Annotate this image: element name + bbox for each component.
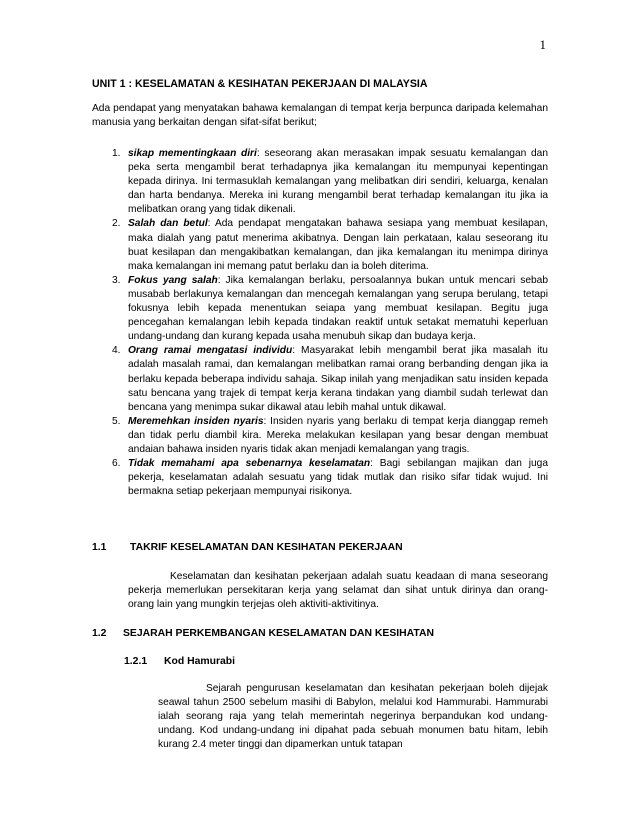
section-heading-1-1: [92, 541, 403, 555]
page-number: 1: [539, 37, 546, 52]
list-item-number: 4.: [112, 345, 121, 357]
list-item-term: sikap mementingkaan diri: [128, 148, 257, 159]
section-heading-1-2-1: [124, 655, 235, 669]
section-number: 1.2: [92, 628, 107, 639]
section-1-2-1-body: Sejarah pengurusan keselamatan dan kesihatan pekerjaan boleh dijejak seawal tahun 2500 sebelum masihi di Babylon, melalui kod Hammurabi. Hammurabi ialah seorang raja yang telah memerintah negerinya berpandukan kod undang-undang. Kod undang-undang ini dipahat pada sebuah monumen batu hitam, lebih kurang 2.4 meter tinggi dan dipamerkan untuk tatapan: [158, 683, 548, 751]
list-item-number: 2.: [112, 218, 121, 230]
list-item: [92, 344, 548, 414]
list-item-text: : Masyarakat lebih mengambil berat jika masalah itu adalah masalah ramai, dan kemalangan melibatkan ramai orang berbanding dengan jika ia berlaku kepada beberapa individu sahaja. Sikap inilah yang menjadikan satu insiden kepada satu bencana yang trajek di tempat kerja kerana tindakan yang diambil sudah terlewat dan bencana yang menimpa sukar dikawal atau lebih mahal untuk dikawal.: [128, 345, 548, 413]
traits-list: [92, 147, 548, 499]
list-item-term: Meremehkan insiden nyaris: [128, 415, 264, 427]
list-item-text: : Insiden nyaris yang berlaku di tempat kerja dianggap remeh dan tidak perlu diambil kira. Mereka melakukan kesilapan yang besar dengan membuat andaian bahawa insiden nyaris tidak akan menjadi kemalangan yang tragis.: [128, 415, 548, 455]
list-item-number: 1.: [112, 148, 121, 159]
list-item-term: Orang ramai mengatasi individu: [128, 345, 293, 357]
list-item-number: 5.: [112, 415, 121, 427]
subsection-title: Kod Hamurabi: [164, 656, 236, 667]
list-item-text: : Jika kemalangan berlaku, persoalannya bukan untuk mencari sebab musabab berlakunya kemalangan dan mencegah kemalangan yang serupa berulang, tetapi fokusnya lebih kepada menentukan seiapa yang membuat kesilapan. Begitu juga pencegahan kemalangan lebih kepada tindakan reaktif untuk setakat mematuhi keperluan undang-undang dan kurang kepada usaha menubuh sikap dan budaya kerja.: [128, 274, 548, 343]
list-item-text: : Ada pendapat mengatakan bahawa sesiapa yang membuat kesilapan, maka dialah yang patut menerima akibatnya. Dengan lain perkataan, kalau seseorang itu buat kesilapan dan mengakibatkan kemalangan, dan jika kemalangan itu menimpa dirinya maka kemalangan ini memang patut berlaku dan ia boleh diterima.: [128, 218, 548, 272]
list-item-term: Tidak memahami apa sebenarnya keselamatan: [128, 458, 371, 470]
list-item: [92, 274, 548, 344]
list-item-number: 3.: [112, 274, 121, 286]
list-item: [92, 457, 548, 499]
unit-title: UNIT 1 : KESELAMATAN & KESIHATAN PEKERJAAN DI MALAYSIA: [92, 78, 428, 90]
section-1-1-body: Keselamatan dan kesihatan pekerjaan adalah suatu keadaan di mana seseorang pekerja memerlukan persekitaran kerja yang selamat dan sihat untuk dirinya dan orang-orang lain yang mungkin terjejas oleh aktiviti-aktivitinya.: [128, 571, 548, 611]
list-item-term: Salah dan betul: [128, 218, 208, 230]
list-item: [92, 147, 548, 217]
list-item: [92, 415, 548, 457]
list-item-number: 6.: [112, 458, 121, 470]
subsection-number: 1.2.1: [124, 656, 148, 667]
list-item-text: : seseorang akan merasakan impak sesuatu kemalangan dan peka serta mengambil berat terhadapnya jika kemalangan itu mempunyai kepentingan kepada dirinya. Ini termasuklah kemalangan yang melibatkan diri sendiri, keluarga, kenalan dan harta bendanya. Mereka ini kurang mengambil berat terhadap kemalangan itu jika ia melibatkan orang yang tidak dikenali.: [128, 148, 548, 216]
list-item: [92, 217, 548, 273]
intro-paragraph: Ada pendapat yang menyatakan bahawa kemalangan di tempat kerja berpunca daripada kelemahan manusia yang berkaitan dengan sifat-sifat berikut;: [92, 103, 548, 129]
section-number: 1.1: [92, 542, 107, 553]
list-item-term: Fokus yang salah: [128, 274, 218, 286]
section-title: SEJARAH PERKEMBANGAN KESELAMATAN DAN KESIHATAN: [123, 628, 434, 639]
list-item-text: : Bagi sebilangan majikan dan juga pekerja, keselamatan adalah sesuatu yang tidak mutlak dan risiko sifar tidak wujud. Ini bermakna setiap pekerjaan mempunyai risikonya.: [128, 458, 548, 498]
section-title: TAKRIF KESELAMATAN DAN KESIHATAN PEKERJAAN: [130, 542, 403, 553]
section-heading-1-2: [92, 627, 434, 641]
